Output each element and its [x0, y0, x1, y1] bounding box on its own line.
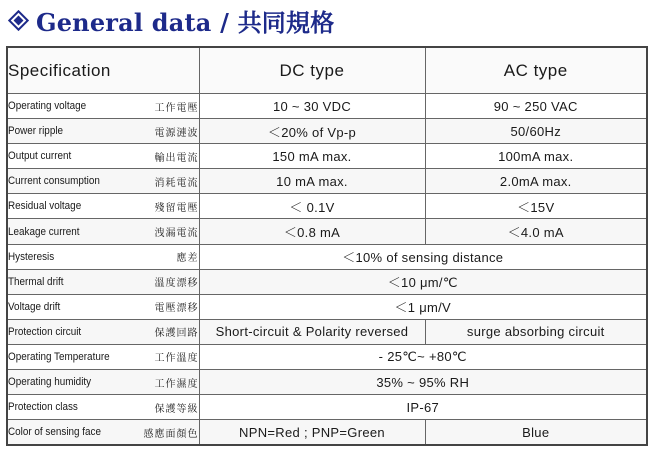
value-ac: 90 ~ 250 VAC — [425, 94, 647, 119]
value-shared: ＜10 μm/℃ — [199, 269, 647, 294]
label-chinese: 電壓漂移 — [154, 303, 199, 315]
label-english: Hysteresis — [8, 250, 55, 263]
value-dc: 150 mA max. — [199, 144, 425, 169]
header-ac-type: AC type — [425, 47, 647, 94]
value-shared: - 25℃~ +80℃ — [199, 344, 647, 369]
value-dc: 10 mA max. — [199, 169, 425, 194]
label-chinese: 工作溫度 — [154, 353, 199, 365]
table-row — [7, 294, 647, 319]
table-row — [7, 219, 647, 244]
header-dc-type: DC type — [199, 47, 425, 94]
row-label — [7, 194, 199, 219]
value-ac: 50/60Hz — [425, 119, 647, 144]
value-ac: ＜15V — [425, 194, 647, 219]
label-chinese: 溫度漂移 — [154, 278, 199, 290]
value-shared: IP-67 — [199, 395, 647, 420]
table-row — [7, 344, 647, 369]
label-english: Leakage current — [8, 225, 80, 238]
value-ac: 100mA max. — [425, 144, 647, 169]
value-ac: Blue — [425, 420, 647, 446]
label-chinese: 保護回路 — [154, 328, 199, 340]
value-ac: ＜4.0 mA — [425, 219, 647, 244]
row-label — [7, 370, 199, 395]
label-chinese: 應差 — [176, 253, 199, 265]
row-label — [7, 344, 199, 369]
label-english: Power ripple — [8, 125, 64, 138]
table-row — [7, 319, 647, 344]
row-label — [7, 244, 199, 269]
label-chinese: 工作電壓 — [154, 102, 199, 114]
row-label — [7, 144, 199, 169]
label-english: Residual voltage — [8, 200, 82, 213]
spec-table — [6, 46, 648, 446]
value-dc: ＜ 0.1V — [199, 194, 425, 219]
label-english: Protection circuit — [8, 325, 82, 338]
label-english: Operating humidity — [8, 376, 92, 389]
label-chinese: 消耗電流 — [154, 177, 199, 189]
label-english: Voltage drift — [8, 300, 61, 313]
header-specification: Specification — [7, 47, 199, 94]
value-dc: ＜0.8 mA — [199, 219, 425, 244]
label-chinese: 感應面顏色 — [143, 428, 199, 440]
row-label — [7, 294, 199, 319]
label-chinese: 輸出電流 — [154, 152, 199, 164]
table-row — [7, 420, 647, 446]
page-title — [4, 4, 334, 36]
table-row — [7, 244, 647, 269]
label-chinese: 殘留電壓 — [154, 202, 199, 214]
label-english: Color of sensing face — [8, 426, 102, 439]
label-english: Operating voltage — [8, 100, 87, 113]
label-english: Output current — [8, 150, 72, 163]
value-dc: Short-circuit & Polarity reversed — [199, 319, 425, 344]
table-row — [7, 94, 647, 119]
value-dc: NPN=Red ; PNP=Green — [199, 420, 425, 446]
diamond-icon — [8, 9, 29, 30]
table-row — [7, 194, 647, 219]
header-row — [7, 47, 647, 94]
row-label — [7, 94, 199, 119]
label-english: Protection class — [8, 401, 78, 414]
value-shared: ＜1 μm/V — [199, 294, 647, 319]
table-row — [7, 370, 647, 395]
value-shared: 35% ~ 95% RH — [199, 370, 647, 395]
label-english: Thermal drift — [8, 275, 64, 288]
row-label — [7, 119, 199, 144]
value-ac: 2.0mA max. — [425, 169, 647, 194]
row-label — [7, 395, 199, 420]
value-shared: ＜10% of sensing distance — [199, 244, 647, 269]
row-label — [7, 319, 199, 344]
value-dc: 10 ~ 30 VDC — [199, 94, 425, 119]
label-chinese: 電源漣波 — [154, 127, 199, 139]
row-label — [7, 219, 199, 244]
row-label — [7, 269, 199, 294]
table-row — [7, 395, 647, 420]
label-chinese: 工作濕度 — [154, 378, 199, 390]
row-label — [7, 420, 199, 446]
value-ac: surge absorbing circuit — [425, 319, 647, 344]
table-row — [7, 144, 647, 169]
table-row — [7, 169, 647, 194]
label-english: Operating Temperature — [8, 350, 110, 363]
table-row — [7, 119, 647, 144]
label-chinese: 保護等級 — [154, 403, 199, 415]
value-dc: ＜20% of Vp-p — [199, 119, 425, 144]
label-english: Current consumption — [8, 175, 100, 188]
title-text: General data / 共同規格 — [36, 7, 335, 37]
spec-table-body — [7, 94, 647, 446]
row-label — [7, 169, 199, 194]
table-row — [7, 269, 647, 294]
label-chinese: 洩漏電流 — [154, 228, 199, 240]
